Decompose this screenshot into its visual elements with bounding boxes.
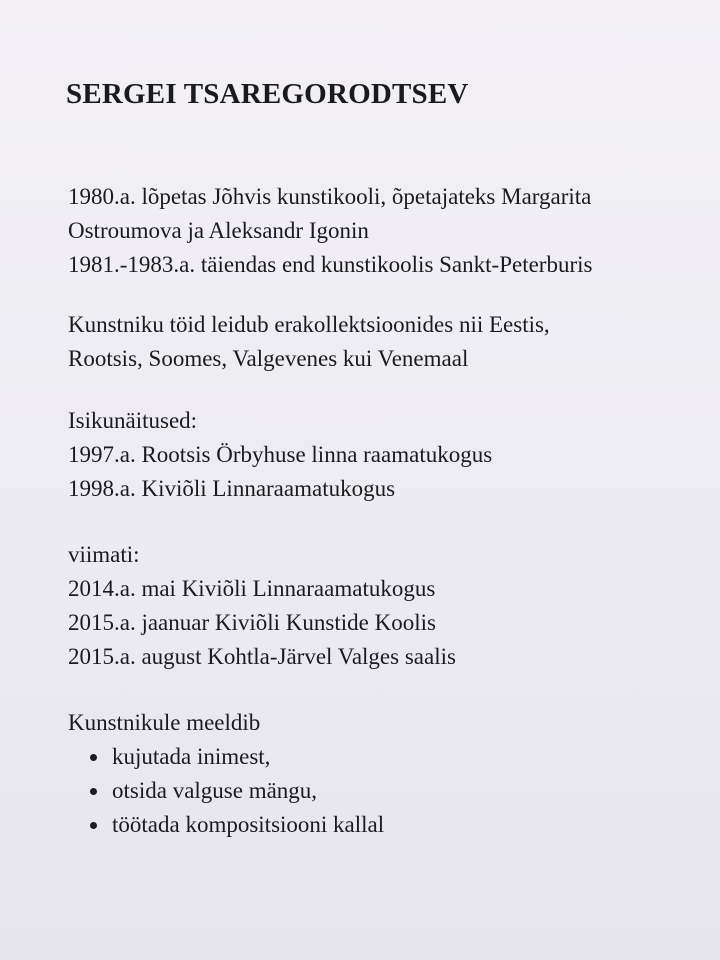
education-line: Ostroumova ja Aleksandr Igonin bbox=[68, 218, 369, 243]
education-line: 1980.a. lõpetas Jõhvis kunstikooli, õpetajateks Margarita bbox=[68, 184, 592, 209]
likes-section bbox=[68, 706, 384, 842]
exhibition-item: 1997.a. Rootsis Örbyhuse linna raamatukogus bbox=[68, 442, 493, 467]
likes-list bbox=[68, 740, 384, 842]
bullet-icon bbox=[90, 788, 97, 795]
exhibition-item: 2015.a. jaanuar Kiviõli Kunstide Koolis bbox=[68, 610, 436, 635]
likes-heading: Kunstnikule meeldib bbox=[68, 710, 261, 735]
exhibition-item: 2015.a. august Kohtla-Järvel Valges saalis bbox=[68, 644, 456, 669]
exhibition-item: 1998.a. Kiviõli Linnaraamatukogus bbox=[68, 476, 396, 501]
list-item-text: kujutada inimest, bbox=[112, 744, 271, 769]
collections-line: Rootsis, Soomes, Valgevenes kui Venemaal bbox=[68, 346, 469, 371]
solo-exhibitions-heading: Isikunäitused: bbox=[68, 408, 198, 433]
list-item bbox=[68, 774, 384, 808]
page-title: SERGEI TSAREGORODTSEV bbox=[66, 78, 469, 110]
bullet-icon bbox=[90, 754, 97, 761]
education-line: 1981.-1983.a. täiendas end kunstikoolis Sankt-Peterburis bbox=[68, 252, 593, 277]
bullet-icon bbox=[90, 822, 97, 829]
list-item bbox=[68, 740, 384, 774]
recent-heading: viimati: bbox=[68, 542, 140, 567]
list-item-text: töötada kompositsiooni kallal bbox=[112, 812, 385, 837]
list-item bbox=[68, 808, 384, 842]
list-item-text: otsida valguse mängu, bbox=[112, 778, 318, 803]
recent-exhibitions-section bbox=[68, 538, 456, 674]
exhibition-item: 2014.a. mai Kiviõli Linnaraamatukogus bbox=[68, 576, 436, 601]
solo-exhibitions-section bbox=[68, 404, 492, 506]
collections-section bbox=[68, 308, 550, 376]
collections-line: Kunstniku töid leidub erakollektsioonides nii Eestis, bbox=[68, 312, 550, 337]
education-section bbox=[68, 180, 592, 282]
